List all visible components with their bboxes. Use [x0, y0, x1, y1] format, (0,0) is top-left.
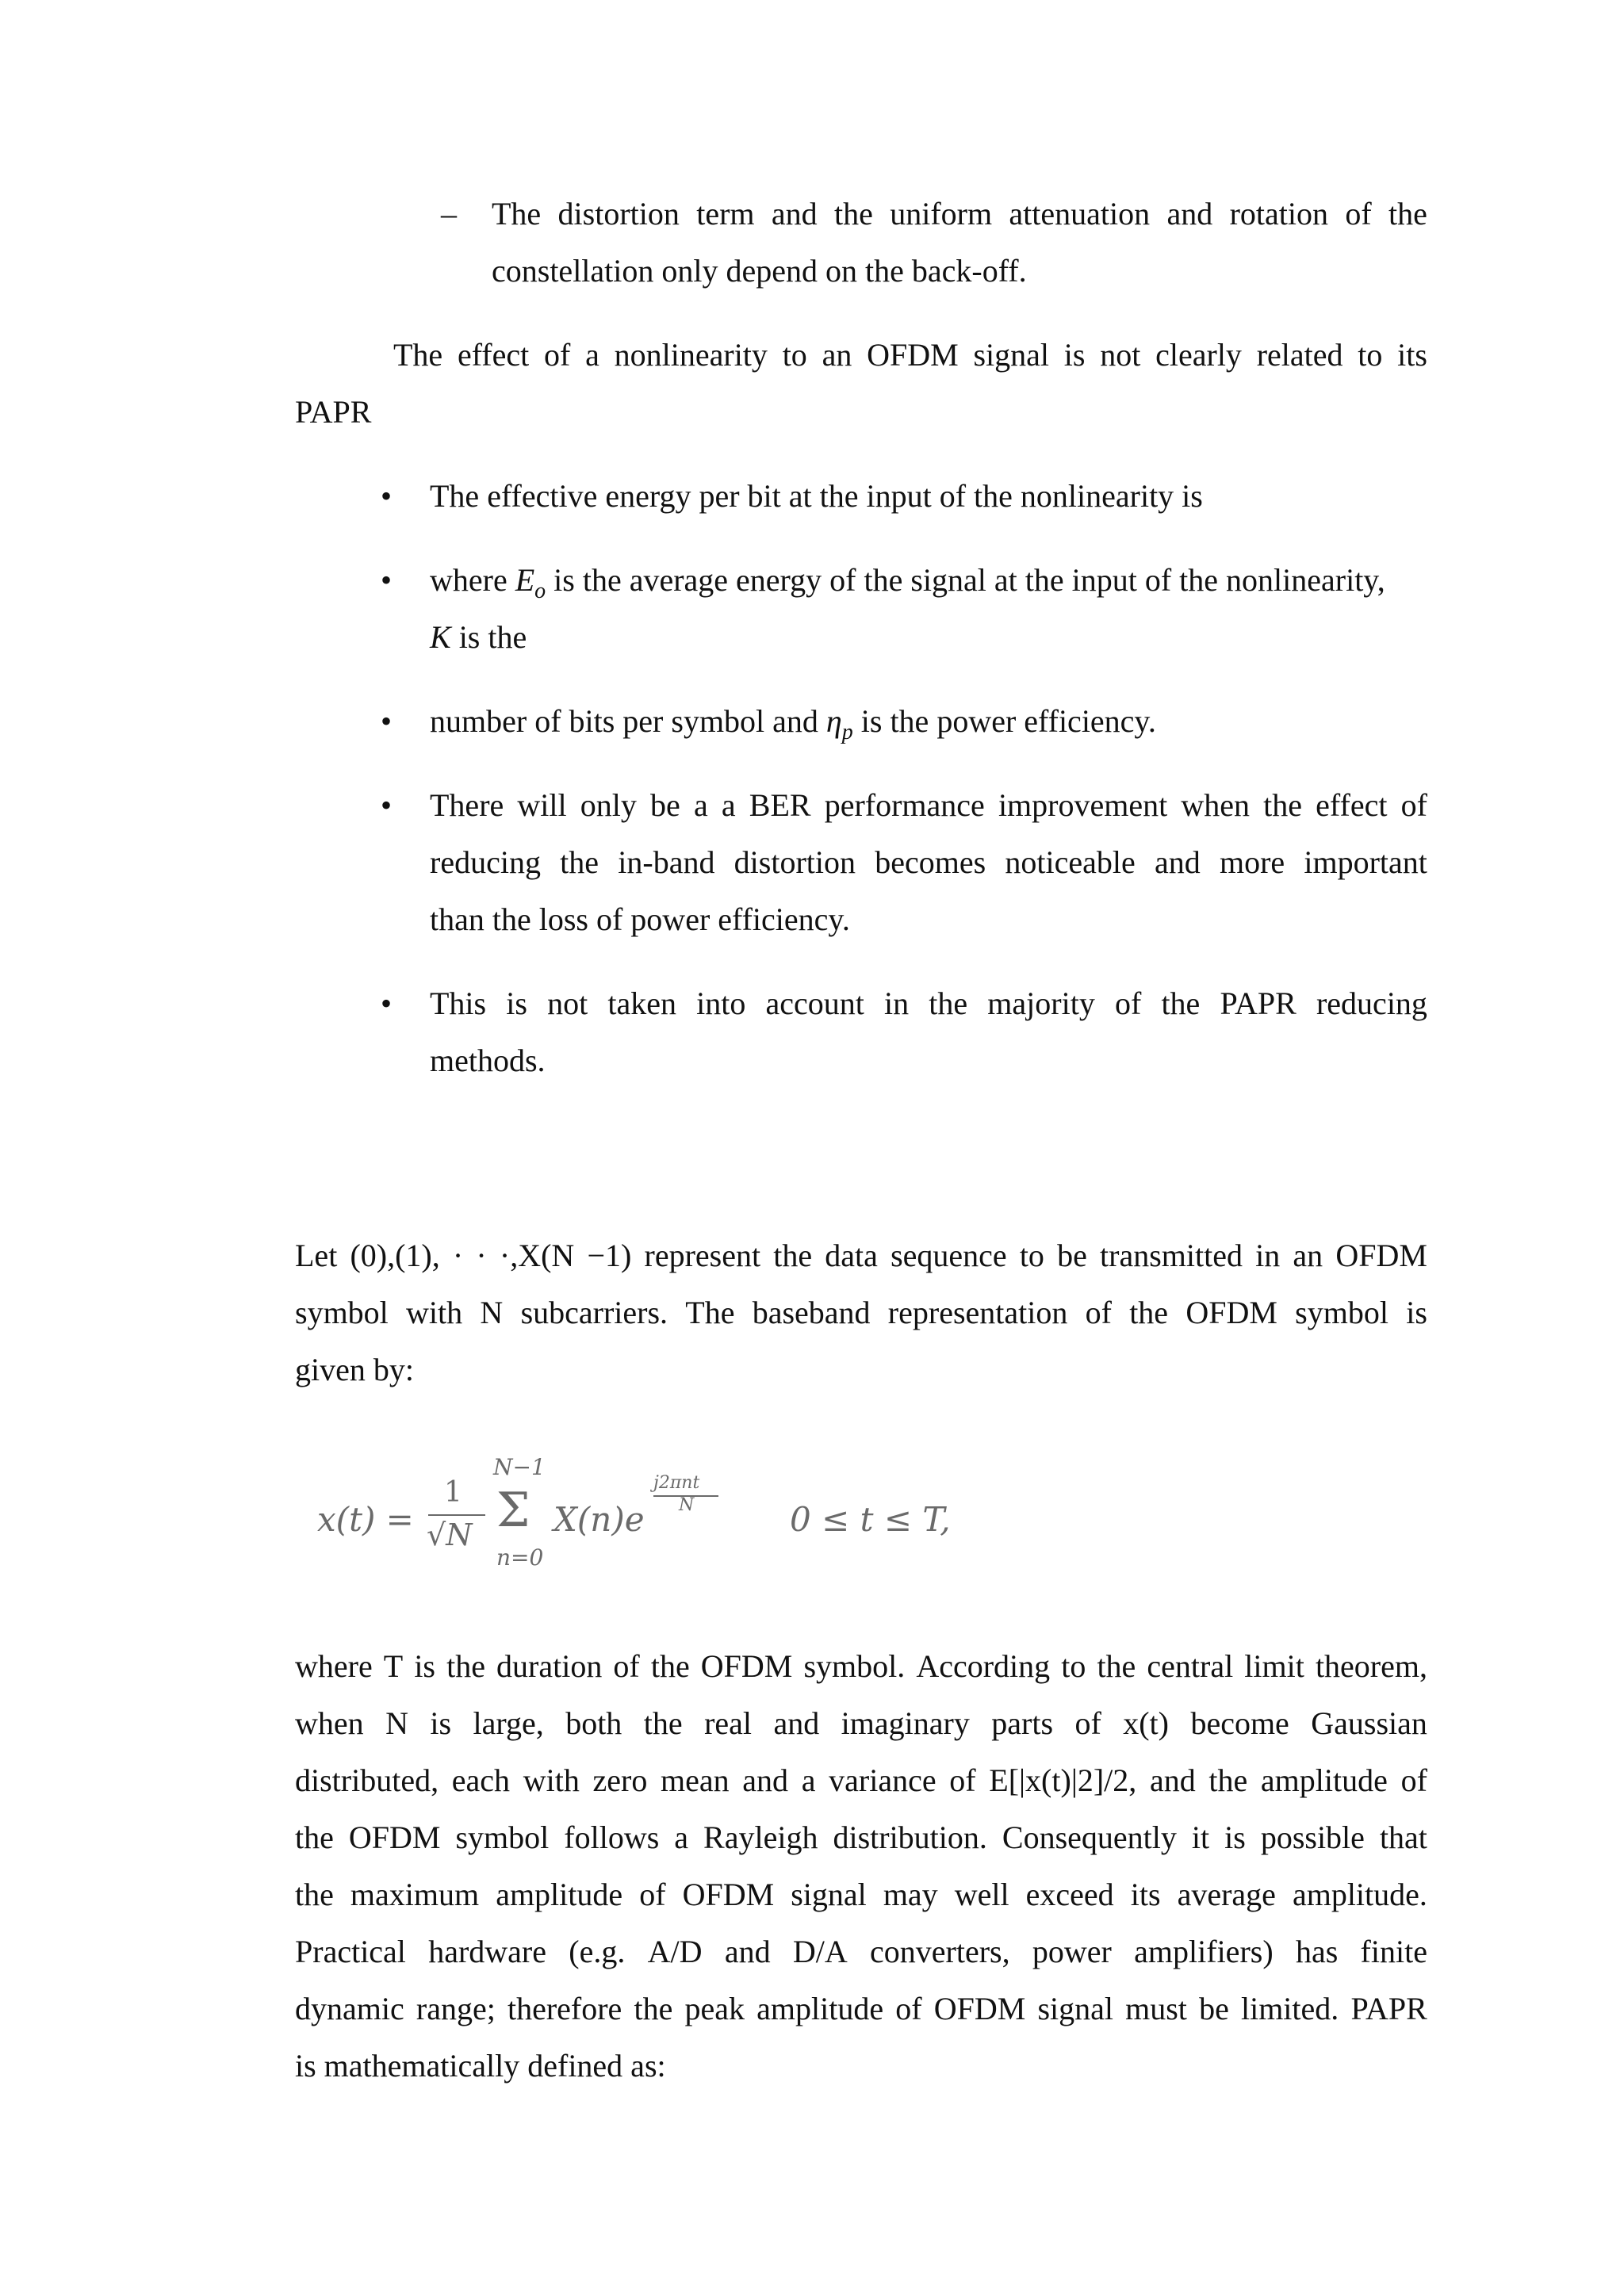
word: real	[704, 1705, 753, 1741]
word: with	[406, 1295, 463, 1330]
word: E[|x(t)|2]/2,	[989, 1762, 1137, 1798]
word: to	[1019, 1238, 1044, 1273]
bullet-2-suffix: is the average energy of the signal at the input of the nonlinearity,	[546, 562, 1385, 598]
word: of	[544, 337, 571, 373]
word: PAPR	[1220, 985, 1297, 1021]
word: is	[506, 985, 527, 1021]
word: central	[1147, 1648, 1234, 1684]
word: each	[451, 1762, 511, 1798]
word: follows	[564, 1820, 660, 1855]
word: Practical	[295, 1934, 406, 1969]
word: symbol	[295, 1295, 389, 1330]
sum-lower-limit: n=0	[496, 1544, 544, 1571]
word: the	[634, 1991, 673, 2026]
word: OFDM	[1335, 1238, 1427, 1273]
word: mean	[661, 1762, 730, 1798]
word: peak	[684, 1991, 745, 2026]
word: of	[1114, 985, 1142, 1021]
word: OFDM	[700, 1648, 793, 1684]
word: of	[1400, 787, 1427, 823]
word: and	[1149, 1762, 1196, 1798]
paragraph-1-line-2: PAPR	[295, 394, 372, 430]
word: OFDM	[1185, 1295, 1277, 1330]
word: −1)	[587, 1238, 632, 1273]
word: the	[929, 985, 968, 1021]
word: more	[1219, 844, 1285, 880]
word: the	[295, 1820, 334, 1855]
word: it	[1191, 1820, 1210, 1855]
fraction-numerator: 1	[444, 1476, 462, 1509]
word: a	[693, 787, 708, 823]
word: a	[801, 1762, 816, 1798]
word: The	[393, 337, 443, 373]
word: reducing	[1316, 985, 1427, 1021]
word: may	[883, 1877, 938, 1912]
word: the	[1208, 1762, 1248, 1798]
word: not	[547, 985, 588, 1021]
equation-lhs: x(t) =	[317, 1500, 414, 1539]
word: ·	[476, 1238, 487, 1273]
word: distributed,	[295, 1762, 439, 1798]
paragraph-3-line-4	[295, 1819, 1427, 1857]
word: signal	[1037, 1991, 1113, 2026]
word: distortion	[557, 196, 680, 232]
word: and	[1154, 844, 1201, 880]
word: average	[1177, 1877, 1276, 1912]
word: imaginary	[841, 1705, 970, 1741]
word: limited.	[1240, 1991, 1339, 2026]
ofdm-signal-equation	[317, 1454, 967, 1586]
word: N	[480, 1295, 504, 1330]
bullet-4-line-1	[430, 786, 1427, 825]
fraction-denominator: √N	[427, 1517, 473, 1552]
word: the	[1129, 1295, 1169, 1330]
word: large,	[473, 1705, 544, 1741]
word: possible	[1260, 1820, 1365, 1855]
word: the	[1263, 787, 1303, 823]
word: Gaussian	[1311, 1705, 1427, 1741]
word: clearly	[1155, 337, 1242, 373]
word: transmitted	[1100, 1238, 1243, 1273]
word: is	[414, 1648, 435, 1684]
word: the	[833, 196, 873, 232]
sub-bullet-line-1	[492, 195, 1427, 233]
word: its	[1130, 1877, 1161, 1912]
word: be	[1057, 1238, 1087, 1273]
word: to	[782, 337, 807, 373]
word: noticeable	[1005, 844, 1136, 880]
word: will	[517, 787, 567, 823]
word: power	[1032, 1934, 1112, 1969]
word: (e.g.	[569, 1934, 626, 1969]
word: the	[773, 1238, 813, 1273]
paragraph-3-line-5	[295, 1876, 1427, 1914]
word: representation	[887, 1295, 1068, 1330]
word: be	[1199, 1991, 1229, 2026]
word: an	[1293, 1238, 1323, 1273]
word: to	[1061, 1648, 1086, 1684]
bullet-2-prefix: where	[430, 562, 515, 598]
word: be	[650, 787, 680, 823]
word: baseband	[752, 1295, 871, 1330]
word: the	[1161, 985, 1201, 1021]
bullet-3-suffix: is the power efficiency.	[852, 703, 1156, 739]
bullet-marker: •	[381, 562, 393, 598]
word: majority	[987, 985, 1095, 1021]
word: the	[1097, 1648, 1136, 1684]
word: a	[585, 337, 599, 373]
word: of	[1074, 1705, 1101, 1741]
dash-marker: –	[441, 196, 457, 232]
word: the	[295, 1877, 334, 1912]
exponent-denominator: N	[679, 1495, 695, 1515]
bullet-5-line-2: methods.	[430, 1043, 546, 1078]
word: effect	[1316, 787, 1388, 823]
word: attenuation	[1009, 196, 1151, 232]
word: that	[1379, 1820, 1427, 1855]
word: finite	[1360, 1934, 1427, 1969]
word: maximum	[350, 1877, 480, 1912]
word: term	[696, 196, 755, 232]
word: N	[385, 1705, 408, 1741]
word: amplitude	[756, 1991, 884, 2026]
word: The	[685, 1295, 735, 1330]
word: amplitude	[496, 1877, 623, 1912]
word: OFDM	[867, 337, 959, 373]
bits-symbol: K	[430, 619, 451, 655]
word: not	[1100, 337, 1141, 373]
word: the	[446, 1648, 485, 1684]
word: zero	[592, 1762, 648, 1798]
word: when	[1181, 787, 1250, 823]
word: distribution.	[833, 1820, 987, 1855]
word: becomes	[875, 844, 986, 880]
word: symbol.	[803, 1648, 906, 1684]
eta-symbol: $\eta_p$	[825, 703, 853, 744]
word: the	[560, 844, 599, 880]
word: range;	[416, 1991, 496, 2026]
word: is	[1224, 1820, 1246, 1855]
word: of	[1400, 1762, 1427, 1798]
word: Let	[295, 1238, 338, 1273]
paragraph-3-line-2	[295, 1705, 1427, 1743]
word: ·	[452, 1238, 464, 1273]
word: exceed	[1025, 1877, 1114, 1912]
exponent-numerator: j2πnt	[653, 1473, 700, 1493]
word: is	[1406, 1295, 1427, 1330]
word: limit	[1244, 1648, 1304, 1684]
word: Consequently	[1002, 1820, 1177, 1855]
word: in-band	[618, 844, 715, 880]
bullet-4-line-3: than the loss of power efficiency.	[430, 901, 850, 937]
word: and	[724, 1934, 771, 1969]
paragraph-2-line-3: given by:	[295, 1352, 414, 1387]
word: of	[895, 1991, 922, 2026]
word: therefore	[507, 1991, 622, 2026]
word: the	[1388, 196, 1427, 232]
word: OFDM	[933, 1991, 1026, 2026]
word: symbol	[455, 1820, 550, 1855]
bullet-4-line-2	[430, 844, 1427, 882]
word: where	[295, 1648, 373, 1684]
word: in	[884, 985, 910, 1021]
word: of	[639, 1877, 666, 1912]
word: is	[430, 1705, 452, 1741]
word: The	[492, 196, 542, 232]
paragraph-3-line-3	[295, 1762, 1427, 1800]
word: the	[643, 1705, 683, 1741]
bullet-2-line-1	[430, 561, 1427, 603]
word: effect	[457, 337, 530, 373]
word: a	[674, 1820, 689, 1855]
bullet-2-line-2	[430, 618, 527, 656]
bullet-2-line-2-text: is the	[450, 619, 527, 655]
word: and	[771, 196, 818, 232]
word: represent	[644, 1238, 761, 1273]
word: There	[430, 787, 504, 823]
word: signal	[973, 337, 1050, 373]
word: and	[1166, 196, 1213, 232]
equation-condition: 0 ≤ t ≤ T,	[790, 1500, 951, 1539]
word: has	[1295, 1934, 1339, 1969]
word: important	[1304, 844, 1427, 880]
sigma-symbol: Σ	[496, 1483, 530, 1538]
bullet-marker: •	[381, 478, 393, 514]
fraction-bar	[428, 1514, 485, 1516]
word: reducing	[430, 844, 541, 880]
word: an	[822, 337, 852, 373]
sum-upper-limit: N−1	[493, 1454, 546, 1480]
word: both	[565, 1705, 622, 1741]
word: must	[1125, 1991, 1187, 2026]
word: data	[825, 1238, 878, 1273]
word: parts	[991, 1705, 1054, 1741]
word: OFDM	[348, 1820, 441, 1855]
word: of	[949, 1762, 976, 1798]
word: BER	[749, 787, 811, 823]
word: and	[773, 1705, 820, 1741]
word: with	[523, 1762, 580, 1798]
word: theorem,	[1315, 1648, 1427, 1684]
word: According	[916, 1648, 1051, 1684]
word: ·,X(N	[499, 1238, 575, 1273]
word: only	[580, 787, 637, 823]
word: Rayleigh	[703, 1820, 818, 1855]
bullet-3-prefix: number of bits per symbol and	[430, 703, 826, 739]
paragraph-1-line-1	[393, 336, 1427, 374]
word: is	[1063, 337, 1086, 373]
bullet-marker: •	[381, 703, 393, 739]
word: related	[1256, 337, 1343, 373]
word: PAPR	[1350, 1991, 1427, 2026]
word: of	[1085, 1295, 1112, 1330]
word: when	[295, 1705, 364, 1741]
bullet-1-text: The effective energy per bit at the input of the nonlinearity is	[430, 478, 1203, 514]
word: signal	[791, 1877, 867, 1912]
word: nonlinearity	[614, 337, 768, 373]
word: in	[1255, 1238, 1281, 1273]
word: D/A	[792, 1934, 848, 1969]
word: become	[1190, 1705, 1289, 1741]
bullet-marker: •	[381, 787, 393, 823]
word: A/D	[647, 1934, 703, 1969]
word: converters,	[870, 1934, 1010, 1969]
word: account	[765, 985, 864, 1021]
word: rotation	[1229, 196, 1329, 232]
word: into	[696, 985, 746, 1021]
word: duration	[496, 1648, 603, 1684]
word: (0),(1),	[350, 1238, 440, 1273]
word: sequence	[891, 1238, 1007, 1273]
word: T	[383, 1648, 404, 1684]
paragraph-2-line-1	[295, 1237, 1427, 1275]
word: of	[1345, 196, 1372, 232]
bullet-5-line-1	[430, 985, 1427, 1023]
word: its	[1397, 337, 1427, 373]
word: symbol	[1295, 1295, 1388, 1330]
word: OFDM	[682, 1877, 775, 1912]
word: amplifiers)	[1134, 1934, 1274, 1969]
paragraph-3-line-8: is mathematically defined as:	[295, 2048, 666, 2084]
word: dynamic	[295, 1991, 404, 2026]
word: performance	[824, 787, 985, 823]
word: taken	[607, 985, 676, 1021]
word: x(t)	[1123, 1705, 1169, 1741]
word: and	[742, 1762, 789, 1798]
paragraph-2-line-2	[295, 1294, 1427, 1332]
word: the	[650, 1648, 690, 1684]
equation-term: X(n)e	[553, 1500, 645, 1539]
word: well	[954, 1877, 1009, 1912]
paragraph-3-line-6	[295, 1933, 1427, 1971]
word: This	[430, 985, 487, 1021]
word: hardware	[428, 1934, 546, 1969]
paragraph-3-line-1	[295, 1647, 1427, 1686]
word: subcarriers.	[520, 1295, 668, 1330]
word: distortion	[733, 844, 856, 880]
energy-symbol: $E_o$	[515, 562, 546, 603]
word: a	[721, 787, 736, 823]
word: amplitude.	[1292, 1877, 1427, 1912]
sub-bullet-line-2: constellation only depend on the back-off.	[492, 253, 1027, 289]
word: to	[1358, 337, 1383, 373]
paragraph-3-line-7	[295, 1990, 1427, 2028]
word: improvement	[998, 787, 1168, 823]
word: of	[613, 1648, 640, 1684]
bullet-3-text	[430, 702, 1156, 744]
word: uniform	[890, 196, 993, 232]
bullet-marker: •	[381, 985, 393, 1021]
word: variance	[829, 1762, 936, 1798]
word: amplitude	[1260, 1762, 1388, 1798]
